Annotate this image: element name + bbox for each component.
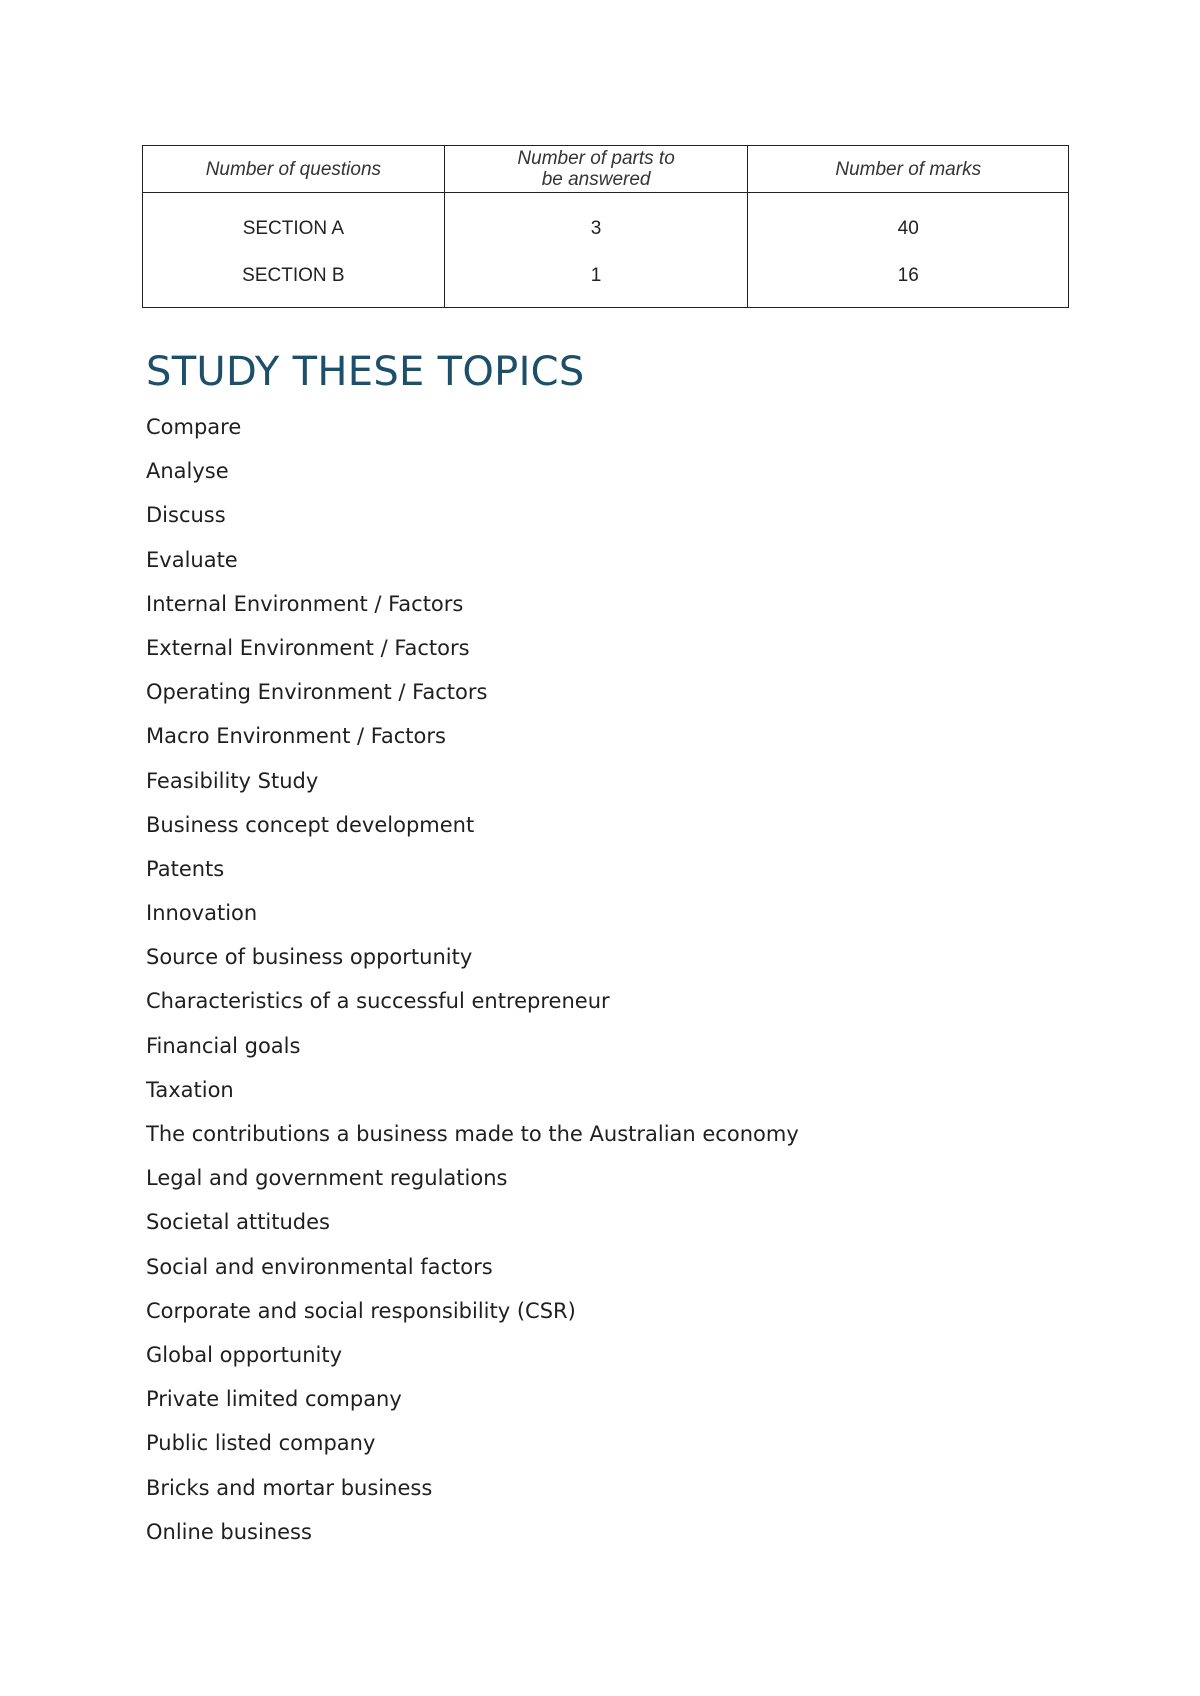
topic-item: Discuss	[146, 503, 226, 528]
topic-item: Corporate and social responsibility (CSR)	[146, 1298, 576, 1323]
topic-item: Evaluate	[146, 547, 238, 572]
topic-item: External Environment / Factors	[146, 635, 470, 660]
topic-item: Characteristics of a successful entrepreneur	[146, 989, 610, 1014]
table-row	[143, 243, 1069, 308]
study-topics-heading: STUDY THESE TOPICS	[146, 349, 585, 395]
header-number-of-parts-line1: Number of parts to	[517, 148, 675, 169]
topic-item: Societal attitudes	[146, 1210, 330, 1235]
topic-item: Global opportunity	[146, 1342, 343, 1367]
topic-item: Financial goals	[146, 1033, 301, 1058]
topic-item: Macro Environment / Factors	[146, 724, 446, 749]
topic-item: Taxation	[146, 1077, 234, 1102]
topic-item: Patents	[146, 856, 225, 881]
topic-item: Feasibility Study	[146, 768, 319, 793]
topic-item: Analyse	[146, 459, 229, 484]
cell-section-name: SECTION B	[242, 265, 345, 286]
header-number-of-parts-line2: be answered	[541, 169, 651, 190]
topic-item: Bricks and mortar business	[146, 1475, 433, 1500]
table-row	[143, 193, 1069, 244]
cell-parts: 1	[444, 243, 748, 308]
topic-item: Online business	[146, 1519, 312, 1544]
cell-marks: 40	[748, 193, 1069, 244]
header-number-of-questions: Number of questions	[143, 146, 445, 193]
topic-item: Innovation	[146, 901, 258, 926]
header-number-of-marks: Number of marks	[748, 146, 1069, 193]
cell-marks: 16	[748, 243, 1069, 308]
topic-item: Legal and government regulations	[146, 1166, 508, 1191]
topic-item: Private limited company	[146, 1387, 402, 1412]
topic-item: Public listed company	[146, 1431, 376, 1456]
topic-item: Compare	[146, 415, 242, 439]
exam-structure-table	[142, 145, 1069, 308]
header-number-of-parts	[444, 146, 748, 193]
topic-item: Internal Environment / Factors	[146, 591, 464, 616]
topic-item: Operating Environment / Factors	[146, 680, 488, 705]
topic-item: Business concept development	[146, 812, 475, 837]
cell-section-name: SECTION A	[242, 218, 345, 239]
topic-item: Social and environmental factors	[146, 1254, 493, 1279]
topic-list	[146, 405, 799, 1554]
table-header-row	[143, 146, 1069, 193]
topic-item: Source of business opportunity	[146, 945, 473, 970]
topic-item: The contributions a business made to the Australian economy	[146, 1122, 799, 1146]
cell-parts: 3	[444, 193, 748, 244]
